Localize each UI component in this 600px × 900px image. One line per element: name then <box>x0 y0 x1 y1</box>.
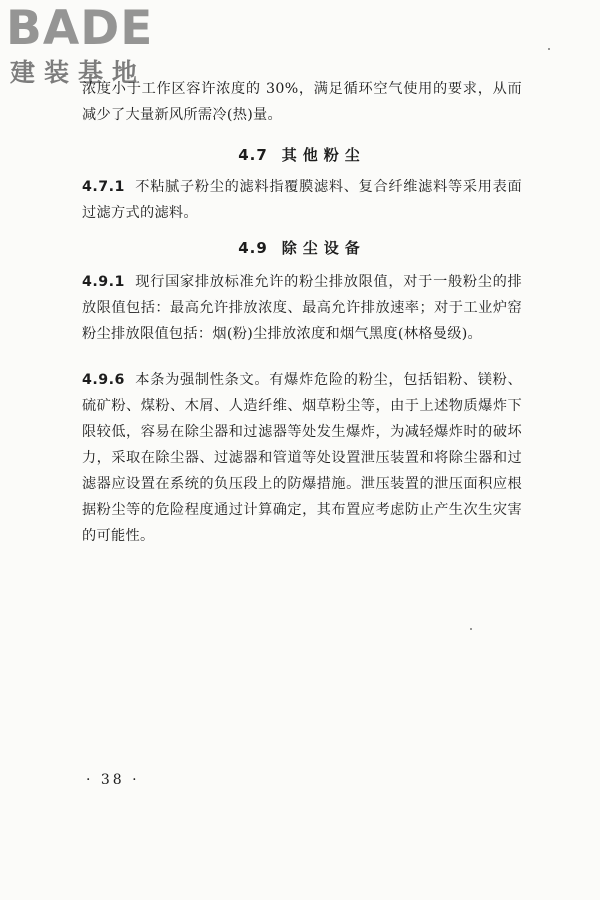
section-number: 4.7 <box>238 146 268 164</box>
section-number: 4.9 <box>238 239 268 257</box>
clause-text: 本条为强制性条文。有爆炸危险的粉尘，包括铝粉、镁粉、硫矿粉、煤粉、木屑、人造纤维、烟草粉尘等，由于上述物质爆炸下限较低，容易在除尘器和过滤器等处发生爆炸，为减轻爆炸时的破坏力，采取在除尘器、过滤器和管道等处设置泄压装置和将除尘器和过滤器应设置在系统的负压段上的防爆措施。泄压装置的泄压面积应根据粉尘等的危险程度通过计算确定，其布置应考虑防止产生次生灾害的可能性。 <box>82 372 522 544</box>
scan-speck <box>548 48 550 50</box>
section-heading-4-9 <box>82 236 522 260</box>
clause-4-9-6 <box>82 367 522 549</box>
clause-number: 4.7.1 <box>82 179 125 195</box>
clause-number: 4.9.1 <box>82 274 125 290</box>
clause-4-9-1 <box>82 269 522 347</box>
scan-speck <box>470 628 472 630</box>
section-title: 除尘设备 <box>281 239 366 257</box>
page-number: · 38 · <box>86 772 140 788</box>
section-title: 其他粉尘 <box>281 146 366 164</box>
intro-paragraph: 浓度小于工作区容许浓度的 30%，满足循环空气使用的要求，从而减少了大量新风所需冷(热)量。 <box>82 81 522 123</box>
clause-text: 现行国家排放标准允许的粉尘排放限值，对于一般粉尘的排放限值包括：最高允许排放浓度、最高允许排放速率；对于工业炉窑粉尘排放限值包括：烟(粉)尘排放浓度和烟气黑度(林格曼级)。 <box>82 274 522 342</box>
watermark-brand: BADE <box>6 1 154 56</box>
section-heading-4-7 <box>82 143 522 167</box>
clause-text: 不粘腻子粉尘的滤料指覆膜滤料、复合纤维滤料等采用表面过滤方式的滤料。 <box>82 179 522 221</box>
clause-number: 4.9.6 <box>82 372 125 388</box>
watermark-cn: 建装基地 <box>10 58 147 87</box>
clause-4-7-1 <box>82 174 522 226</box>
